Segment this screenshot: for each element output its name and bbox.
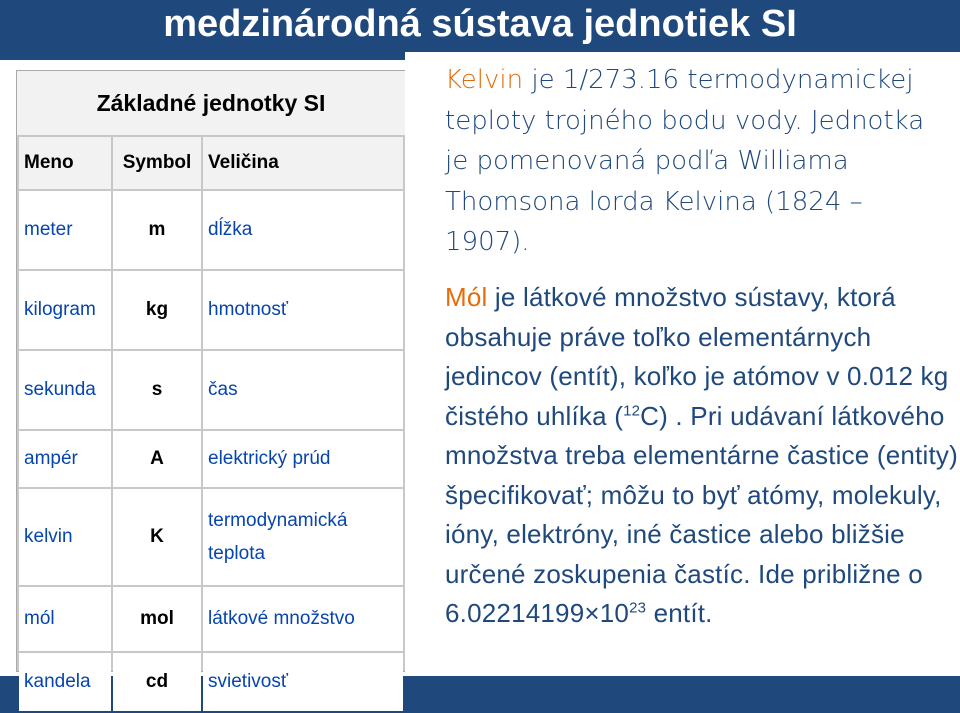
mol-term: Mól <box>445 282 488 312</box>
mol-description-part-1: je látkové množstvo sústavy, ktorá obsahuje práve toľko elementárnych jedincov (entít), koľko je atómov v 0.012 kg čistého uhlíka ( <box>445 282 949 431</box>
unit-symbol: mol <box>113 587 201 651</box>
si-units-table-panel <box>0 60 405 692</box>
quantity-link[interactable]: termodynamická teplota <box>203 489 403 585</box>
quantity-link[interactable]: látkové množstvo <box>203 587 403 651</box>
header-symbol: Symbol <box>113 137 201 189</box>
unit-name-link[interactable]: sekunda <box>19 351 111 429</box>
unit-symbol: K <box>113 489 201 585</box>
unit-name-link[interactable]: mól <box>19 587 111 651</box>
exponent-superscript: 23 <box>629 599 647 617</box>
quantity-link[interactable]: svietivosť <box>203 653 403 711</box>
si-units-table <box>16 70 406 692</box>
explanation-panel <box>405 52 960 676</box>
unit-symbol: A <box>113 431 201 487</box>
mol-description-part-2: C) . Pri udávaní látkového množstva treba elementárne častice (entity) špecifikovať; môžu to byť atómy, molekuly, ióny, elektróny, iné častice alebo bližšie určené zoskupenia častíc. Ide približne o 6.02214199×10 <box>445 400 958 628</box>
header-name: Meno <box>19 137 111 189</box>
quantity-link[interactable]: čas <box>203 351 403 429</box>
table-header-row <box>19 137 403 189</box>
unit-symbol: s <box>113 351 201 429</box>
unit-name-link[interactable]: meter <box>19 191 111 269</box>
isotope-superscript: 12 <box>623 401 641 419</box>
quantity-link[interactable]: dĺžka <box>203 191 403 269</box>
table-row <box>19 351 403 429</box>
quantity-link[interactable]: elektrický prúd <box>203 431 403 487</box>
units-grid <box>17 135 405 713</box>
kelvin-term: Kelvin <box>445 65 524 95</box>
unit-name-link[interactable]: ampér <box>19 431 111 487</box>
slide-title: medzinárodná sústava jednotiek SI <box>163 3 797 45</box>
table-row <box>19 431 403 487</box>
table-row <box>19 587 403 651</box>
unit-name-link[interactable]: kilogram <box>19 271 111 349</box>
table-row <box>19 271 403 349</box>
unit-name-link[interactable]: kandela <box>19 653 111 711</box>
unit-symbol: cd <box>113 653 201 711</box>
mol-paragraph <box>445 278 960 634</box>
unit-name-link[interactable]: kelvin <box>19 489 111 585</box>
kelvin-description: je 1/273.16 termodynamickej teploty trojného bodu vody. Jednotka je pomenovaná podľa Williama Thomsona lorda Kelvina (1824 – 1907). <box>445 65 925 257</box>
unit-symbol: m <box>113 191 201 269</box>
table-row <box>19 191 403 269</box>
table-row <box>19 653 403 711</box>
header-quantity: Veličina <box>203 137 403 189</box>
table-caption: Základné jednotky SI <box>17 71 405 135</box>
kelvin-paragraph <box>445 60 955 263</box>
quantity-link[interactable]: hmotnosť <box>203 271 403 349</box>
mol-description-part-3: entít. <box>646 598 713 628</box>
unit-symbol: kg <box>113 271 201 349</box>
table-row <box>19 489 403 585</box>
